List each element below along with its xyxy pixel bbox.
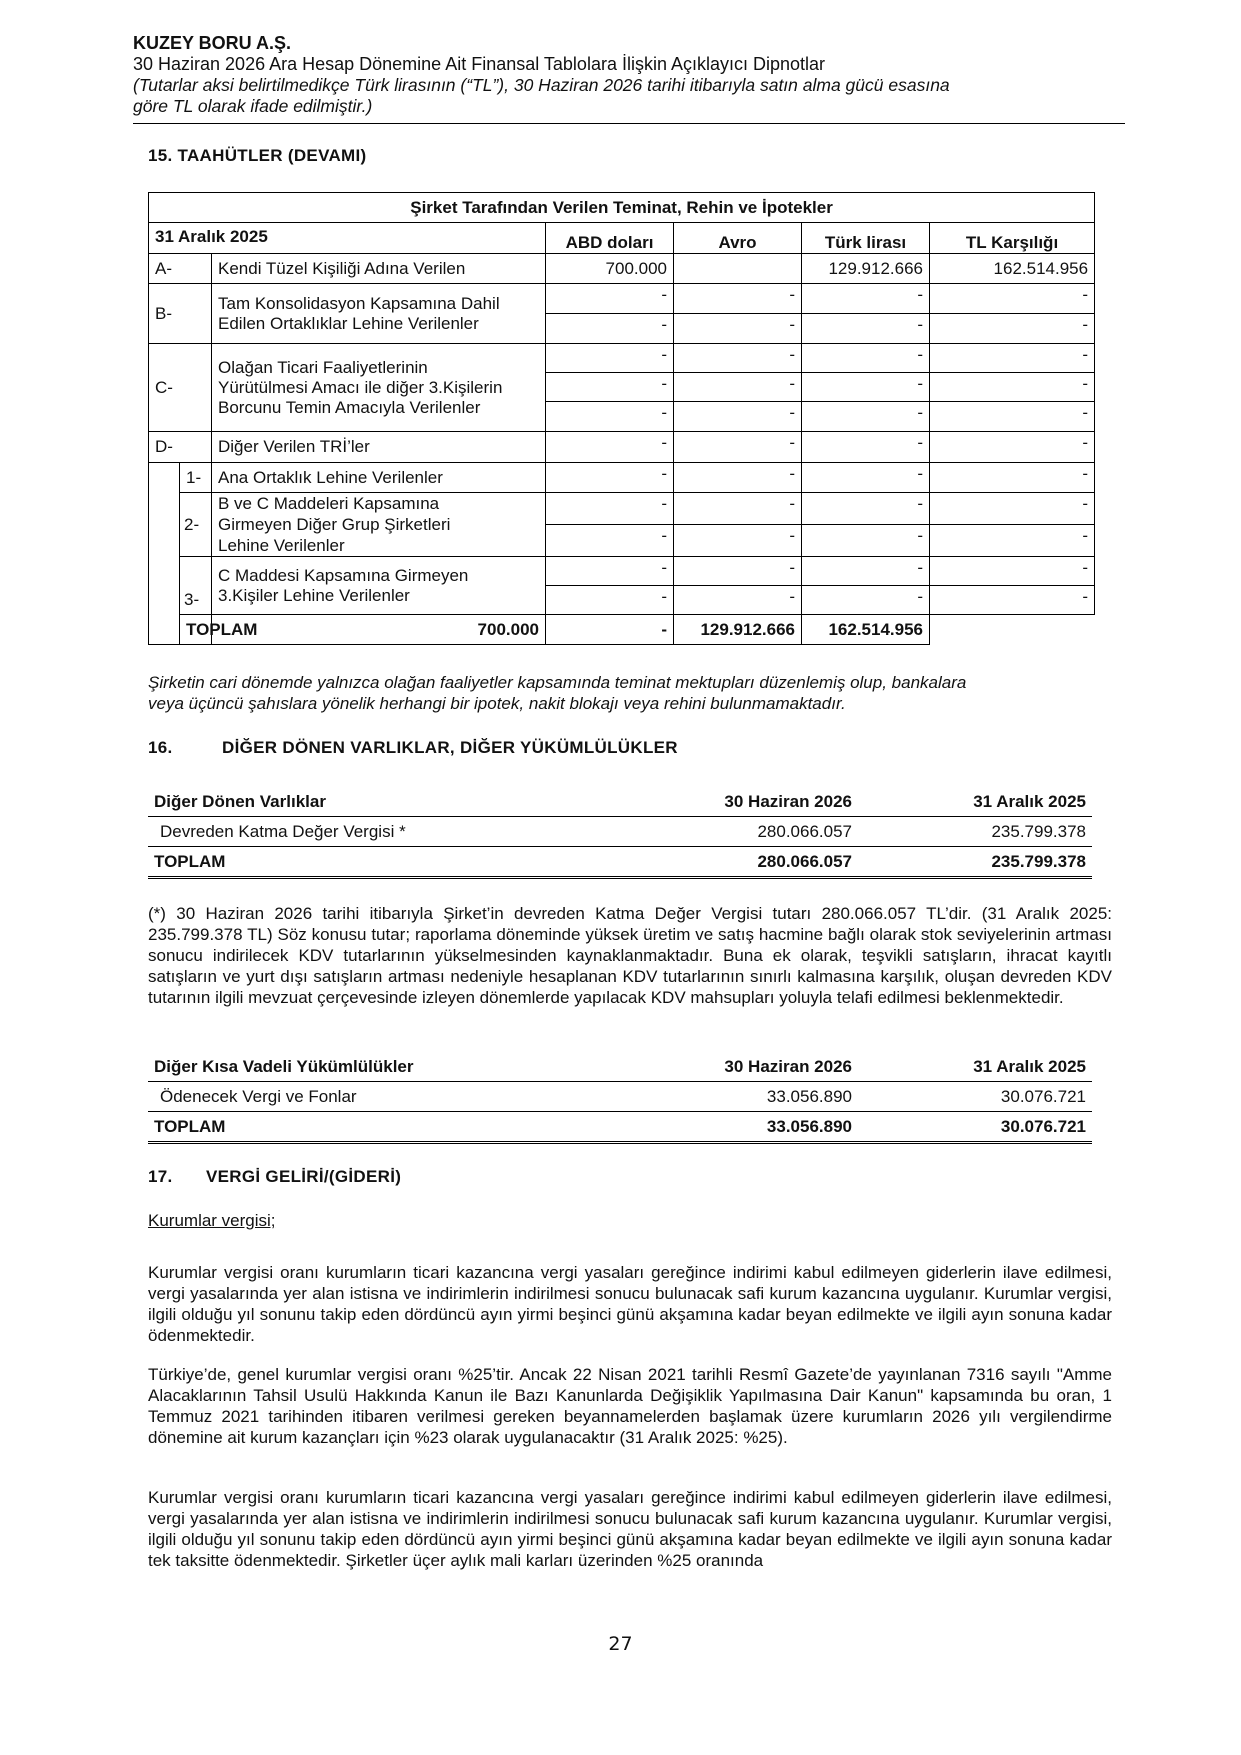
section-title-text: DİĞER DÖNEN VARLIKLAR, DİĞER YÜKÜMLÜLÜKLER bbox=[222, 738, 678, 757]
cell-try: - bbox=[802, 557, 930, 586]
cell-try: 129.912.666 bbox=[802, 254, 930, 284]
total-value: 30.076.721 bbox=[1000, 1117, 1086, 1136]
cell-try: - bbox=[802, 463, 930, 493]
section-15-note-line2: veya üçüncü şahıslara yönelik herhangi bir ipotek, nakit blokajı veya rehini bulunmamaktadır. bbox=[148, 694, 846, 713]
total-value: 235.799.378 bbox=[991, 852, 1086, 871]
cell-usd: 700.000 bbox=[546, 254, 674, 284]
cell-try: - bbox=[802, 586, 930, 615]
cell-try: - bbox=[802, 525, 930, 557]
total-row bbox=[148, 846, 1092, 876]
row-code: 2- bbox=[180, 493, 212, 557]
row-label: Ana Ortaklık Lehine Verilenler bbox=[212, 463, 546, 493]
cell-tl: - bbox=[930, 493, 1095, 525]
cell-try: - bbox=[802, 314, 930, 344]
cell-tl: - bbox=[930, 344, 1095, 373]
cell-tl: - bbox=[930, 373, 1095, 402]
cell-tl: 162.514.956 bbox=[930, 254, 1095, 284]
row-label bbox=[212, 284, 546, 344]
double-underline bbox=[148, 1141, 1092, 1144]
total-tl: 162.514.956 bbox=[802, 615, 930, 645]
section-15-note-line1: Şirketin cari dönemde yalnızca olağan faaliyetler kapsamında teminat mektupları düzenlemiş olup, bankalara bbox=[148, 673, 967, 692]
section-number: 16. bbox=[148, 738, 173, 757]
cell-eur: - bbox=[674, 344, 802, 373]
cell-usd: - bbox=[546, 557, 674, 586]
row-label-line: Yürütülmesi Amacı ile diğer 3.Kişilerin bbox=[218, 377, 503, 397]
cell-usd: - bbox=[546, 402, 674, 432]
row-label: Devreden Katma Değer Vergisi * bbox=[160, 822, 406, 841]
cell-tl: - bbox=[930, 586, 1095, 615]
cell-usd: - bbox=[546, 373, 674, 402]
row-label: Diğer Verilen TRİ’ler bbox=[212, 432, 546, 463]
page-header bbox=[133, 33, 1113, 117]
col-header: 31 Aralık 2025 bbox=[973, 1057, 1086, 1076]
table-header-row bbox=[148, 786, 1092, 816]
cell-eur: - bbox=[674, 525, 802, 557]
table-row bbox=[148, 816, 1092, 846]
cell-usd: - bbox=[546, 432, 674, 463]
cell-value: 33.056.890 bbox=[766, 1087, 852, 1106]
cell-usd: - bbox=[546, 525, 674, 557]
table-row bbox=[149, 284, 1095, 314]
row-code: B- bbox=[149, 284, 212, 344]
cell-eur: - bbox=[674, 402, 802, 432]
cell-usd: - bbox=[546, 284, 674, 314]
table-row bbox=[149, 493, 1095, 525]
row-label-line: Borcunu Temin Amacıyla Verilenler bbox=[218, 397, 481, 417]
report-title: 30 Haziran 2026 Ara Hesap Dönemine Ait Finansal Tablolara İlişkin Açıklayıcı Dipnotlar bbox=[133, 54, 826, 74]
col-header: Diğer Dönen Varlıklar bbox=[154, 792, 326, 811]
header-divider bbox=[133, 123, 1125, 124]
vat-footnote: (*) 30 Haziran 2026 tarihi itibarıyla Şirket’in devreden Katma Değer Vergisi tutarı 280.066.057 TL’dir. (31 Aralık 2025: 235.799.378 TL) Söz konusu tutar; raporlama döneminde yüksek üretim ve satış hacmine bağlı olarak stok seviyelerinin artması sonucu indirilecek KDV tutarlarının yükselmesinden kaynaklanmaktadır. Buna ek olarak, teşvikli satışların, ihracat kayıtlı satışların ve yurt dışı satışların artması nedeniyle hesaplanan KDV tutarlarının sınırlı kalmasına karşılık, oluşan devreden KDV tutarının ilgili mevzuat çerçevesinde izleyen dönemlerde yapılacak KDV mahsupları yoluyla telafi edilmesi beklenmektedir. bbox=[148, 904, 1112, 1007]
cell-tl: - bbox=[930, 432, 1095, 463]
cell-eur: - bbox=[674, 493, 802, 525]
col-header: 30 Haziran 2026 bbox=[724, 1057, 852, 1076]
currency-note-line2: göre TL olarak ifade edilmiştir.) bbox=[133, 96, 373, 116]
row-label-line: 3.Kişiler Lehine Verilenler bbox=[218, 585, 410, 605]
col-header-eur: Avro bbox=[674, 223, 802, 254]
cell-try: - bbox=[802, 373, 930, 402]
cell-eur: - bbox=[674, 373, 802, 402]
cell-tl: - bbox=[930, 284, 1095, 314]
row-code: 3- bbox=[180, 557, 212, 615]
page-number: 27 bbox=[608, 1633, 633, 1655]
corporate-tax-subtitle: Kurumlar vergisi; bbox=[148, 1211, 276, 1230]
total-eur: - bbox=[546, 615, 674, 645]
row-label: Ödenecek Vergi ve Fonlar bbox=[160, 1087, 357, 1106]
cell-usd: - bbox=[546, 344, 674, 373]
col-header: 30 Haziran 2026 bbox=[724, 792, 852, 811]
cell-tl: - bbox=[930, 463, 1095, 493]
cell-tl: - bbox=[930, 525, 1095, 557]
section-15-title: 15. TAAHÜTLER (DEVAMI) bbox=[148, 146, 367, 165]
cell-value: 30.076.721 bbox=[1000, 1087, 1086, 1106]
cell-tl: - bbox=[930, 402, 1095, 432]
cell-usd: - bbox=[546, 493, 674, 525]
row-label-line: Olağan Ticari Faaliyetlerinin bbox=[218, 357, 428, 377]
row-code: D- bbox=[149, 432, 212, 463]
total-label: TOPLAM bbox=[180, 615, 212, 645]
table-row bbox=[149, 557, 1095, 586]
cell-usd: - bbox=[546, 586, 674, 615]
company-name: KUZEY BORU A.Ş. bbox=[133, 33, 292, 53]
cell-try: - bbox=[802, 432, 930, 463]
total-try: 129.912.666 bbox=[674, 615, 802, 645]
col-header: Diğer Kısa Vadeli Yükümlülükler bbox=[154, 1057, 414, 1076]
currency-note-line1: (Tutarlar aksi belirtilmedikçe Türk lirasının (“TL”), 30 Haziran 2026 tarihi itibarıyla satın alma gücü esasına bbox=[133, 75, 950, 95]
row-label bbox=[212, 344, 546, 432]
cell-value: 235.799.378 bbox=[991, 822, 1086, 841]
cell-usd: - bbox=[546, 463, 674, 493]
cell-try: - bbox=[802, 344, 930, 373]
section-16-title bbox=[148, 738, 678, 758]
commitments-table bbox=[148, 192, 1095, 645]
paragraph-2: Türkiye’de, genel kurumlar vergisi oranı %25’tir. Ancak 22 Nisan 2021 tarihli Resmî Gazete’de yayınlanan 7316 sayılı "Amme Alacaklarının Tahsil Usulü Hakkında Kanun ile Bazı Kanunlarda Değişiklik Yapılmasına Dair Kanun" kapsamında bu oran, 1 Temmuz 2021 tarihinden itibaren verilmesi gereken beyannamelerden başlamak üzere kurumların 2026 yılı vergilendirme dönemine ait kurum kazançları için %23 olarak uygulanacaktır (31 Aralık 2025: %25). bbox=[148, 1365, 1112, 1447]
col-header: 31 Aralık 2025 bbox=[973, 792, 1086, 811]
table-row bbox=[148, 1081, 1092, 1111]
total-value: 33.056.890 bbox=[766, 1117, 852, 1136]
row-label-line: B ve C Maddeleri Kapsamına bbox=[218, 494, 440, 513]
col-header-usd: ABD doları bbox=[546, 223, 674, 254]
cell-tl: - bbox=[930, 557, 1095, 586]
row-label bbox=[212, 557, 546, 615]
cell-try: - bbox=[802, 284, 930, 314]
row-code: C- bbox=[149, 344, 212, 432]
other-current-assets-table bbox=[148, 786, 1092, 876]
total-label: TOPLAM bbox=[154, 1117, 226, 1136]
total-value: 280.066.057 bbox=[757, 852, 852, 871]
row-label: Kendi Tüzel Kişiliği Adına Verilen bbox=[212, 254, 546, 284]
cell-eur bbox=[674, 254, 802, 284]
cell-eur: - bbox=[674, 463, 802, 493]
row-code: 1- bbox=[180, 463, 212, 493]
table-caption: Şirket Tarafından Verilen Teminat, Rehin ve İpotekler bbox=[149, 193, 1095, 223]
paragraph-1: Kurumlar vergisi oranı kurumların ticari kazancına vergi yasaları gereğince indirimi kabul edilmeyen giderlerin ilave edilmesi, vergi yasalarında yer alan istisna ve indirimlerin indirilmesi sonucu bulunacak safi kurum kazancına uygulanır. Kurumlar vergisi, ilgili olduğu yıl sonunu takip eden dördüncü ayın yirmi beşinci günü akşamına kadar beyan edilmekte ve ilgili ayın sonuna kadar ödenmektedir. bbox=[148, 1263, 1112, 1345]
row-label-line: Edilen Ortaklıklar Lehine Verilenler bbox=[218, 313, 479, 333]
total-row bbox=[149, 615, 1095, 645]
cell-eur: - bbox=[674, 314, 802, 344]
cell-eur: - bbox=[674, 432, 802, 463]
cell-eur: - bbox=[674, 284, 802, 314]
double-underline bbox=[148, 876, 1092, 879]
row-label-line: C Maddesi Kapsamına Girmeyen bbox=[218, 565, 469, 585]
table-row bbox=[149, 254, 1095, 284]
cell-try: - bbox=[802, 402, 930, 432]
row-label-line: Lehine Verilenler bbox=[218, 536, 345, 555]
row-code: A- bbox=[149, 254, 212, 284]
cell-eur: - bbox=[674, 557, 802, 586]
row-label bbox=[212, 493, 546, 557]
cell-usd: - bbox=[546, 314, 674, 344]
section-title-text: VERGİ GELİRİ/(GİDERİ) bbox=[206, 1167, 402, 1186]
table-header-row bbox=[148, 1051, 1092, 1081]
indent-cell bbox=[149, 463, 180, 645]
cell-try: - bbox=[802, 493, 930, 525]
table-period: 31 Aralık 2025 bbox=[149, 223, 546, 254]
section-17-title bbox=[148, 1167, 401, 1187]
table-row bbox=[149, 463, 1095, 493]
total-label: TOPLAM bbox=[154, 852, 226, 871]
table-row bbox=[149, 432, 1095, 463]
total-usd: 700.000 bbox=[212, 615, 546, 645]
cell-tl: - bbox=[930, 314, 1095, 344]
total-row bbox=[148, 1111, 1092, 1141]
row-label-line: Tam Konsolidasyon Kapsamına Dahil bbox=[218, 293, 500, 313]
table-row bbox=[149, 344, 1095, 373]
row-label-line: Girmeyen Diğer Grup Şirketleri bbox=[218, 515, 451, 534]
other-short-term-liabilities-table bbox=[148, 1051, 1092, 1141]
col-header-try: Türk lirası bbox=[802, 223, 930, 254]
cell-eur: - bbox=[674, 586, 802, 615]
col-header-tl: TL Karşılığı bbox=[930, 223, 1095, 254]
paragraph-3: Kurumlar vergisi oranı kurumların ticari kazancına vergi yasaları gereğince indirimi kabul edilmeyen giderlerin ilave edilmesi, vergi yasalarında yer alan istisna ve indirimlerin indirilmesi sonucu bulunacak safi kurum kazancına uygulanır. Kurumlar vergisi, ilgili olduğu yıl sonunu takip eden dördüncü ayın yirmi beşinci günü akşamına kadar beyan edilmekte ve ilgili ayın sonuna kadar tek taksitte ödenmektedir. Şirketler üçer aylık mali karları üzerinden %25 oranında bbox=[148, 1488, 1112, 1570]
section-number: 17. bbox=[148, 1167, 173, 1186]
cell-value: 280.066.057 bbox=[757, 822, 852, 841]
